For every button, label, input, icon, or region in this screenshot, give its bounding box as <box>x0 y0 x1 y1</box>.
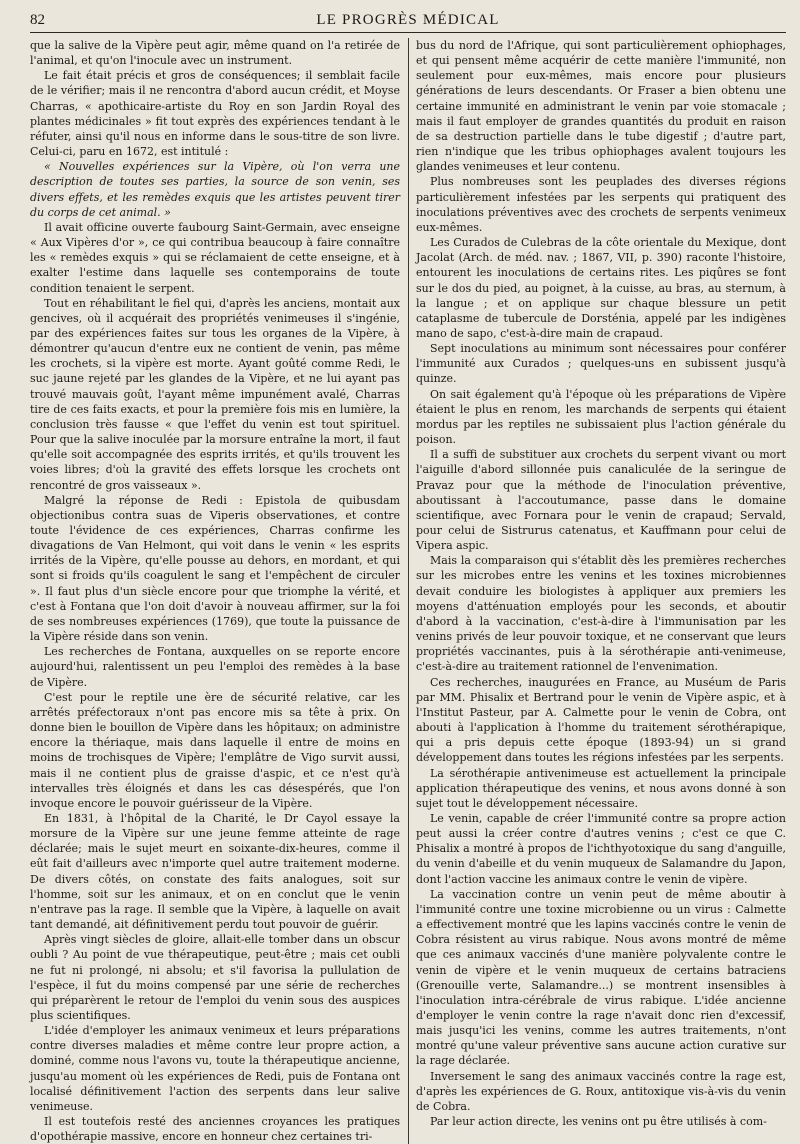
right-column <box>416 38 786 1144</box>
paragraph: Plus nombreuses sont les peuplades des diverses régions particulièrement infestées par les serpents qui pratiquent des inoculations préventives avec des crochets de serpents venimeux eux-mêmes. <box>416 175 786 234</box>
paragraph: Il a suffi de substituer aux crochets du serpent vivant ou mort l'aiguille d'abord sillonnée puis canaliculée de la seringue de Pravaz pour que la méthode de l'inoculation préventive, aboutissant à l'accoutumance, passe dans le domaine scientifique, avec Fornara pour le venin de crapaud; Servald, pour celui de Sistrurus catenatus, et Kauffmann pour celui de Vipera aspic. <box>416 448 786 553</box>
column-divider <box>408 38 409 1144</box>
paragraph: Les Curados de Culebras de la côte orientale du Mexique, dont Jacolat (Arch. de méd. nav. ; 1867, VII, p. 390) raconte l'histoire, entourent les inoculations de certains rites. Les piqûres se font sur le dos du pied, au poignet, à la cuisse, au bras, au sternum, à la langue ; et on applique sur chaque blessure un petit cataplasme de tubercule de Dorsténia, appelé par les indigènes mano de sapo, c'est-à-dire main de crapaud. <box>416 236 786 340</box>
paragraph: Malgré la réponse de Redi : Epistola de quibusdam objectionibus contra suas de Viperis observationes, et contre toute l'évidence de ces expériences, Charras confirme les divagations de Van Helmont, qui voit dans le venin « les esprits irrités de la Vipère, qu'elle pousse au dehors, en mordant, et qui sont si froids qu'ils coagulent le sang et l'empêchent de circuler ». Il faut plus d'un siècle encore pour que triomphe la vérité, et c'est à Fontana que l'on doit d'avoir à nouveau affirmer, sur la foi de ses nombreuses expériences (1769), que toute la puissance de la Vipère réside dans son venin. <box>30 493 400 644</box>
paragraph: On sait également qu'à l'époque où les préparations de Vipère étaient le plus en renom, les marchands de serpents qui étaient mordus par les reptiles ne subissaient plus l'action générale du poison. <box>416 387 786 447</box>
paragraph: Il avait officine ouverte faubourg Saint-Germain, avec enseigne « Aux Vipères d'or », ce qui contribua beaucoup à faire connaître les « remèdes exquis » qui se réclamaient de cette enseigne, et à exalter l'estime dans laquelle ses contemporains de toute condition tenaient le serpent. <box>30 220 400 295</box>
paragraph: Par leur action directe, les venins ont pu être utilisés à com- <box>430 1115 767 1129</box>
paragraph: Ces recherches, inaugurées en France, au Muséum de Paris par MM. Phisalix et Bertrand pour le venin de Vipère aspic, et à l'Institut Pasteur, par A. Calmette pour le venin de Cobra, ont abouti à l'application à l'homme du traitement sérothérapique, qui a pris depuis cette époque (1893-94) un si grand développement dans toutes les régions infestées par les serpents. <box>416 675 786 765</box>
paragraph: En 1831, à l'hôpital de la Charité, le Dr Cayol essaye la morsure de la Vipère sur une jeune femme atteinte de rage déclarée; mais le sujet meurt en soixante-dix-heures, comme il eût fait d'ailleurs avec n'importe quel autre traitement moderne. De divers côtés, on constate des faits analogues, soit sur l'homme, soit sur les animaux, et on en conclut que le venin n'entrave pas la rage. Il semble que la Vipère, à laquelle on avait tant demandé, ait définitivement perdu tout pouvoir de guérir. <box>30 811 400 932</box>
page-number: 82 <box>30 12 45 28</box>
paragraph: Le venin, capable de créer l'immunité contre sa propre action peut aussi la créer contre d'autres venins ; c'est ce que C. Phisalix a montré à propos de l'ichthyotoxique du sang d'anguille, du venin d'abeille et du venin muqueux de Salamandre du Japon, dont l'action vaccine les animaux contre le venin de vipère. <box>416 811 786 886</box>
paragraph: La vaccination contre un venin peut de même aboutir à l'immunité contre une toxine microbienne ou un virus : Calmette a effectivement montré que les lapins vaccinés contre le venin de Cobra résistent au virus rabique. Nous avons montré de même que ces animaux vaccinés d'une manière polyvalente contre le venin de vipère et le venin muqueux de certains batraciens (Grenouille verte, Salamandre...) se montrent insensibles à l'inoculation intra-cérébrale de virus rabique. L'idée ancienne d'employer le venin contre la rage n'avait donc rien d'excessif, mais jusqu'ici les venins, comme les autres traitements, n'ont montré qu'une valeur préventive sans aucune action curative sur la rage déclarée. <box>416 887 786 1068</box>
paragraph: Mais la comparaison qui s'établit dès les premières recherches sur les microbes entre les venins et les toxines microbiennes devait conduire les biologistes à appliquer aux premiers les moyens d'atténuation employés pour les seconds, et aboutir d'abord à la vaccination, c'est-à-dire à l'immunisation par les venins privés de leur pouvoir toxique, et ne conservant que leurs propriétés vaccinantes, puis à la sérothérapie anti-venimeuse, c'est-à-dire au traitement rationnel de l'envenimation. <box>416 554 786 674</box>
paragraph: que la salive de la Vipère peut agir, même quand on l'a retirée de l'animal, et qu'on l'inocule avec un instrument. <box>30 39 400 68</box>
paragraph: Inversement le sang des animaux vaccinés contre la rage est, d'après les expériences de G. Roux, antitoxique vis-à-vis du venin de Cobra. <box>416 1069 786 1113</box>
paragraph: Après vingt siècles de gloire, allait-elle tomber dans un obscur oubli ? Au point de vue thérapeutique, peut-être ; mais cet oubli ne fut ni prolongé, ni absolu; et s'il favorisa la pullulation de l'espèce, il fut du moins compensé par une série de recherches qui préparèrent le retour de l'emploi du venin sous des auspices plus scientifiques. <box>30 933 400 1022</box>
paragraph: Il est toutefois resté des anciennes croyances les pratiques d'opothérapie massive, encore en honneur chez certaines tri- <box>30 1115 400 1144</box>
paragraph: Tout en réhabilitant le fiel qui, d'après les anciens, montait aux gencives, où il acquérait des propriétés venimeuses il s'ingénie, par des expériences faites sur tous les organes de la Vipère, à démontrer qu'aucun d'entre eux ne contient de venin, pas même les crochets, si la vipère est morte. Ayant goûté comme Redi, le suc jaune rejeté par les glandes de la Vipère, et ne lui ayant pas trouvé mauvais goût, l'ayant même impunément avalé, Charras tire de ces faits exacts, et pour la première fois mis en lumière, la conclusion très fausse « que l'effet du venin est tout spirituel. Pour que la salive inoculée par la morsure entraîne la mort, il faut qu'elle soit accompagnée des esprits irrités, et qu'ils trouvent les voies libres; d'où la gravité des effets lorsque les crochets ont rencontré de gros vaisseaux ». <box>30 296 400 492</box>
paragraph: Les recherches de Fontana, auxquelles on se reporte encore aujourd'hui, ralentissent un peu l'emploi des remèdes à la base de Vipère. <box>30 645 400 689</box>
paragraph: C'est pour le reptile une ère de sécurité relative, car les arrêtés préfectoraux n'ont pas encore mis sa tête à prix. On donne bien le bouillon de Vipère dans les hôpitaux; on administre encore la thériaque, mais dans laquelle il entre de moins en moins de trochisques de Vipère; l'emplâtre de Vigo survit aussi, mais il ne contient plus de graisse d'aspic, et ce n'est qu'à intervalles très éloignés et dans les cas désespérés, que l'on invoque encore le pouvoir guérisseur de la Vipère. <box>30 690 400 810</box>
left-column <box>30 38 400 1144</box>
paragraph: bus du nord de l'Afrique, qui sont particulièrement ophiophages, et qui pensent même acquérir de cette manière l'immunité, non seulement pour eux-mêmes, mais encore pour plusieurs générations de leurs descendants. Or Fraser a bien obtenu une certaine immunité en administrant le venin par voie stomacale ; mais il faut employer de grandes quantités du produit en raison de sa destruction partielle dans le tube digestif ; d'autre part, rien n'indique que les tribus ophiophages avalent toujours les glandes venimeuses et leur contenu. <box>416 39 786 174</box>
paragraph: Le fait était précis et gros de conséquences; il semblait facile de le vérifier; mais il ne rencontra d'abord aucun crédit, et Moyse Charras, « apothicaire-artiste du Roy en son Jardin Royal des plantes médicinales » fit tout exprès des expériences tendant à le réfuter, ainsi qu'il nous en informe dans le sous-titre de son livre. Celui-ci, paru en 1672, est intitulé : <box>30 69 400 159</box>
running-title: LE PROGRÈS MÉDICAL <box>316 12 500 28</box>
paragraph: La sérothérapie antivenimeuse est actuellement la principale application thérapeutique des venins, et nous avons donné à son sujet tout le développement nécessaire. <box>416 766 786 810</box>
page-header <box>30 8 786 33</box>
book-title-quote: « Nouvelles expériences sur la Vipère, où l'on verra une description de toutes ses parties, la source de son venin, ses divers effets, et les remèdes exquis que les artistes peuvent tirer du corps de cet animal. » <box>30 160 400 219</box>
paragraph: L'idée d'employer les animaux venimeux et leurs préparations contre diverses maladies et même contre leur propre action, a dominé, comme nous l'avons vu, toute la thérapeutique ancienne, jusqu'au moment où les expériences de Redi, puis de Fontana ont localisé définitivement l'action des serpents dans leur salive venimeuse. <box>30 1024 400 1113</box>
paragraph: Sept inoculations au minimum sont nécessaires pour conférer l'immunité aux Curados ; quelques-uns en subissent jusqu'à quinze. <box>416 342 786 386</box>
text-columns <box>30 38 786 1144</box>
